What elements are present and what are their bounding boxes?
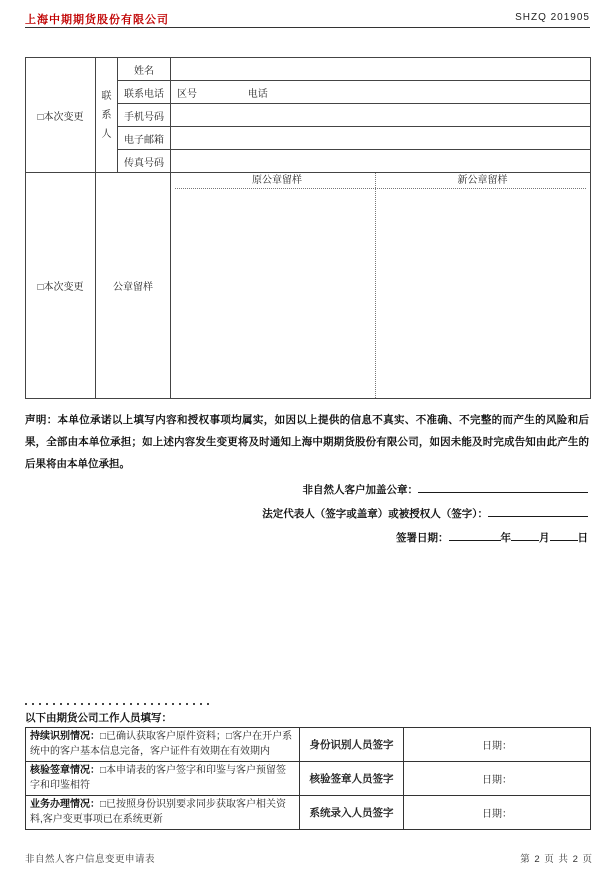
field-label-fax: 传真号码 [118,150,171,173]
field-label-phone: 联系电话 [118,81,171,104]
identify-status-cell [26,728,300,762]
verify-date-label: 日期： [404,762,591,796]
identify-status-desc: □已确认获取客户原件资料；□客户在开户系统中的客户基本信息完备，客户证件有效期在有效期内 [30,731,293,757]
year-label: 年 [500,532,511,544]
contact-group-label-text: 联系人 [101,90,112,140]
signature-line-date [25,526,588,550]
business-status-prefix: 业务办理情况： [30,799,100,810]
contact-group-label [96,58,118,173]
identify-signer-label: 身份识别人员签字 [300,728,404,762]
business-date-label: 日期： [404,796,591,830]
day-line [550,528,578,541]
business-status-desc: □已按照身份识别要求同步获取客户相关资料,客户变更事项已在系统更新 [30,799,287,825]
date-label: 签署日期： [396,532,449,544]
change-checkbox-seal: □本次变更 [26,173,96,399]
dotted-cut-line [25,703,209,705]
verify-signer-label: 核验签章人员签字 [300,762,404,796]
table-row [26,173,591,399]
table-row [26,58,591,81]
seal-signature-line [418,480,588,493]
representative-signature-line [488,504,588,517]
seal-labels-row [175,173,586,189]
field-value-email [171,127,591,150]
field-value-mobile [171,104,591,127]
field-label-name: 姓名 [118,58,171,81]
representative-line-label: 法定代表人（签字或盖章）或被授权人（签字）： [262,508,488,520]
field-value-phone [171,81,591,104]
footer-page-info: 第 2 页 共 2 页 [520,854,593,865]
field-label-mobile: 手机号码 [118,104,171,127]
table-row [26,762,591,796]
identify-status-prefix: 持续识别情况： [30,731,100,742]
declaration-text: 声明：本单位承诺以上填写内容和授权事项均属实，如因以上提供的信息不真实、不准确、不完整的而产生的风险和后果，全部由本单位承担；如上述内容发生变更将及时通知上海中期期货股份有限公司，如因未能及时完成告知由此产生的后果将由本单位承担。 [25,414,589,470]
signature-line-seal [25,478,588,502]
signature-block [25,478,588,550]
phone-label: 电话 [247,88,268,100]
table-row [26,728,591,762]
year-line [449,528,501,541]
field-value-name [171,58,591,81]
new-seal-label: 新公章留样 [457,175,508,186]
footer-doc-title: 非自然人客户信息变更申请表 [25,854,156,865]
area-code-label: 区号 [177,88,197,100]
staff-section-title: 以下由期货公司工作人员填写： [25,712,172,724]
seal-line-label: 非自然人客户加盖公章： [302,484,418,496]
verify-status-prefix: 核验签章情况： [30,765,100,776]
change-checkbox-contact: □本次变更 [26,58,96,173]
document-code: SHZQ 201905 [515,12,590,23]
month-label: 月 [539,532,550,544]
business-status-cell [26,796,300,830]
day-label: 日 [577,532,588,544]
month-line [511,528,539,541]
company-name: 上海中期期货股份有限公司 [25,14,169,26]
verify-status-cell [26,762,300,796]
staff-table [25,727,591,830]
old-seal-label: 原公章留样 [252,175,302,186]
seal-group-label: 公章留样 [96,173,171,399]
seal-divider [375,173,376,398]
business-signer-label: 系统录入人员签字 [300,796,404,830]
identify-date-label: 日期： [404,728,591,762]
field-label-email: 电子邮箱 [118,127,171,150]
table-row [26,796,591,830]
verify-status-desc: □本申请表的客户签字和印鉴与客户预留签字和印鉴相符 [30,765,287,791]
seal-sample-area [171,173,591,399]
change-table [25,57,591,399]
field-value-fax [171,150,591,173]
header-rule [25,27,590,28]
signature-line-representative [25,502,588,526]
